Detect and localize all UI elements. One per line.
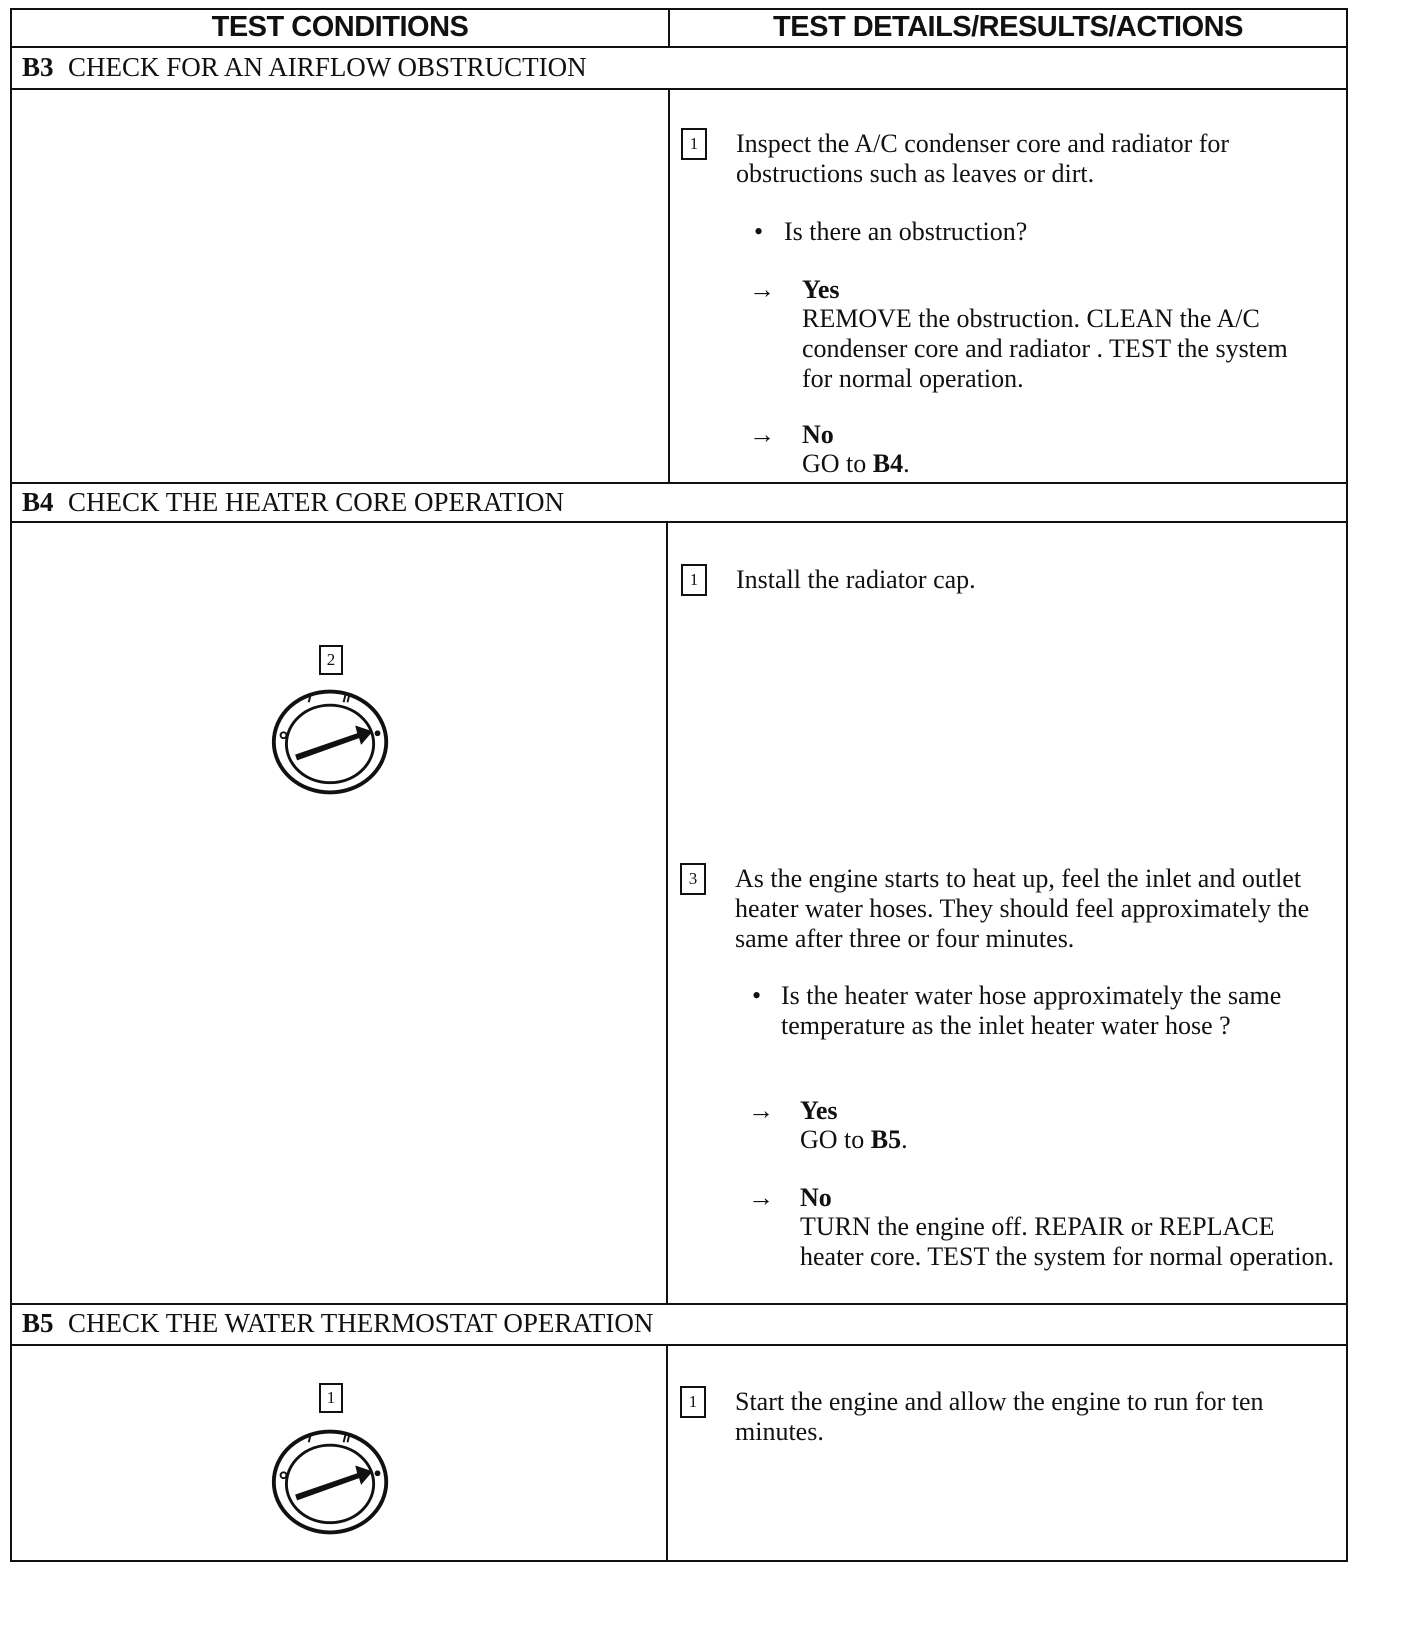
b4-column-divider (666, 521, 668, 1305)
no-label: No (802, 420, 834, 449)
reference-b4: B4 (872, 449, 904, 478)
arrow-right-icon: → (749, 420, 775, 449)
section-title-b3 (22, 52, 587, 83)
ignition-switch-icon (268, 687, 394, 797)
question-text: Is the heater water hose approximately the same temperature as the inlet heater water hose ? (781, 981, 1282, 1040)
arrow-right-icon: → (749, 275, 775, 304)
step-text: Inspect the A/C condenser core and radiator for obstructions such as leaves or dirt. (736, 129, 1230, 188)
no-action: GO to B4. (802, 449, 910, 478)
step-text: Install the radiator cap. (736, 565, 976, 594)
bullet-icon: • (754, 217, 764, 246)
arrow-right-icon: → (748, 1096, 774, 1125)
step-text: Start the engine and allow the engine to run for ten minutes. (735, 1387, 1264, 1446)
step-number-box: 1 (681, 564, 707, 596)
step-number-box: 1 (680, 1386, 706, 1418)
step-number-box: 1 (319, 1383, 343, 1413)
reference-b5: B5 (870, 1125, 902, 1154)
header-bottom-border (10, 46, 1348, 48)
b3-bottom-border (10, 482, 1348, 484)
section-title: CHECK THE HEATER CORE OPERATION (68, 487, 565, 517)
yes-action: GO to B5. (800, 1125, 908, 1154)
header-test-conditions: TEST CONDITIONS (211, 11, 469, 43)
section-title-b4 (22, 487, 564, 518)
section-code: B3 (22, 52, 54, 82)
section-title-b5 (22, 1308, 653, 1339)
section-title: CHECK FOR AN AIRFLOW OBSTRUCTION (68, 52, 587, 82)
step-number-box: 2 (319, 645, 343, 675)
table-bottom-border (10, 1560, 1348, 1562)
yes-label: Yes (802, 275, 840, 304)
b3-title-bottom (10, 88, 1348, 90)
b4-title-bottom (10, 521, 1348, 523)
section-code: B5 (22, 1308, 54, 1338)
b3-column-divider (668, 88, 670, 484)
table-left-border (10, 8, 12, 1562)
step-number-box: 3 (680, 863, 706, 895)
b5-column-divider (666, 1344, 668, 1562)
yes-action: REMOVE the obstruction. CLEAN the A/C condenser core and radiator . TEST the system for normal operation. (802, 304, 1288, 393)
bullet-icon: • (752, 981, 762, 1010)
yes-label: Yes (800, 1096, 838, 1125)
b4-bottom-border (10, 1303, 1348, 1305)
table-right-border (1346, 8, 1348, 1562)
no-label: No (800, 1183, 832, 1212)
section-code: B4 (22, 487, 54, 517)
ignition-switch-icon (268, 1427, 394, 1537)
no-action: TURN the engine off. REPAIR or REPLACE heater core. TEST the system for normal operation. (800, 1212, 1335, 1271)
b5-title-bottom (10, 1344, 1348, 1346)
question-text: Is there an obstruction? (784, 217, 1028, 246)
section-title: CHECK THE WATER THERMOSTAT OPERATION (68, 1308, 654, 1338)
step-text: As the engine starts to heat up, feel the inlet and outlet heater water hoses. They should feel approximately the same after three or four minutes. (735, 864, 1310, 953)
header-test-details: TEST DETAILS/RESULTS/ACTIONS (773, 11, 1243, 43)
step-number-box: 1 (681, 128, 707, 160)
arrow-right-icon: → (748, 1183, 774, 1212)
